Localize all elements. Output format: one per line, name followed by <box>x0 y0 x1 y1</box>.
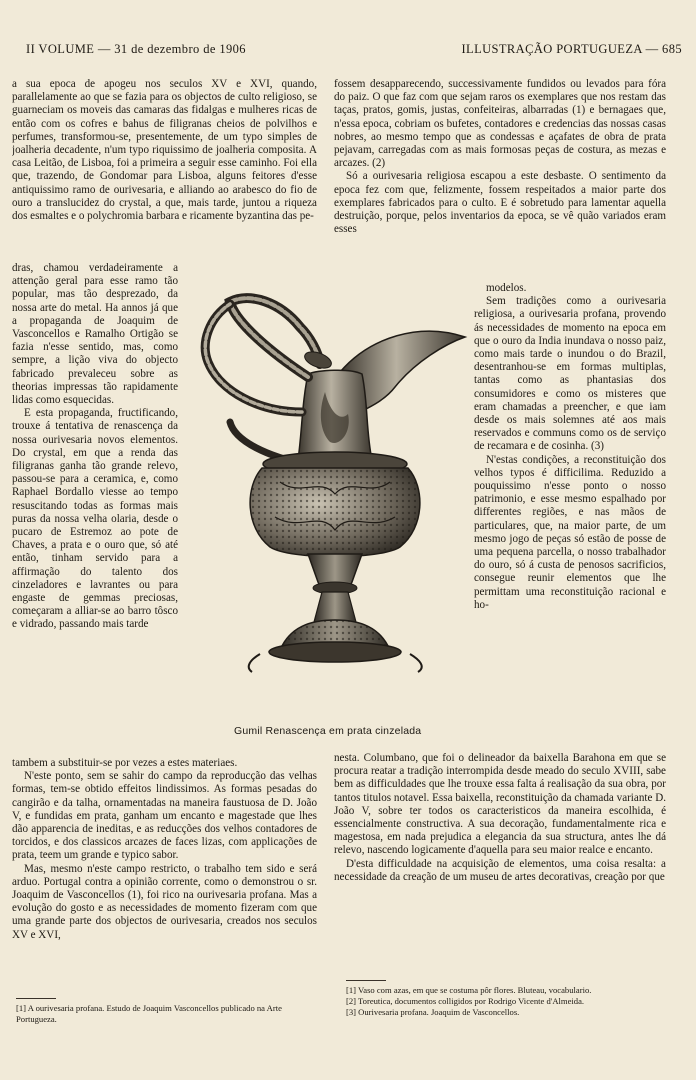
running-header-right: ILLUSTRAÇÃO PORTUGUEZA — 685 <box>461 42 682 56</box>
footnote-left <box>16 1003 316 1025</box>
left-column-wrap <box>12 262 178 757</box>
footnote: [1] Vaso com azas, em que se costuma pôr flores. Bluteau, vocabulario. <box>346 985 592 995</box>
ewer-illustration <box>190 282 470 692</box>
right-column-bottom <box>334 752 666 962</box>
right-column-top <box>334 78 666 282</box>
footnote: [1] A ourivesaria profana. Estudo de Joaquim Vasconcellos publicado na Arte Portugueza. <box>16 1003 282 1024</box>
paragraph: N'este ponto, sem se sahir do campo da reproducção das velhas formas, tem-se obtido effeitos lindissimos. As formas pesadas do cangirão e da talha, ornamentadas na maneira faustuosa de D. João V, e fundidas em prata, ganham um encanto e magestade que lhes dão apparencia de ineditas, e as reducções dos velhos contadores de torcidos, e dos classicos arcazes de faces lizas, com applicações de prata, teem um grande e typico sabor. <box>12 770 317 862</box>
running-header-left: II VOLUME — 31 de dezembro de 1906 <box>26 42 246 56</box>
footnote-rule <box>16 998 56 999</box>
figure-caption: Gumil Renascença em prata cinzelada <box>234 725 422 737</box>
right-column-wrap <box>474 282 666 752</box>
footnote: [2] Toreutica, documentos colligidos por Rodrigo Vicente d'Almeida. <box>346 995 585 1006</box>
paragraph: modelos. <box>486 282 527 294</box>
footnote-rule <box>346 980 386 981</box>
footnotes-right <box>346 985 666 1017</box>
ewer-engraving <box>190 282 470 692</box>
paragraph: Só a ourivesaria religiosa escapou a este desbaste. O sentimento da epoca fez com que, felizmente, fossem respeitados a maior parte dos exemplares fabricados para o culto. E é sobretudo para lamentar aquella destruição, porque, pelos inventarios da epoca, se vê quão variados eram esses <box>334 170 666 236</box>
footnote: [3] Ourivesaria profana. Joaquim de Vasconcellos. <box>346 1006 520 1017</box>
paragraph: tambem a substituir-se por vezes a estes materiaes. <box>12 757 238 769</box>
left-column-bottom <box>12 757 317 985</box>
left-column-top <box>12 78 317 261</box>
paragraph: nesta. Columbano, que foi o delineador da baixella Barahona em que se procura reatar a tradição interrompida desde meado do seculo XVIII, sabe bem as difficuldades que lhe trouxe essa falta á realisação da sua obra, por tantos titulos notavel. Essa baixella, reconstituição da chamada variante D. João V, sobre ter todos os caracteristicos da maneira escolhida, é essencialmente constructiva. A sua decoração, fundamentalmente rica e magestosa, em nada prejudica a elegancia da sua structura, antes lhe dá relevo, nascendo logicamente d'aquella para seu maior realce e encanto. <box>334 752 666 857</box>
paragraph: fossem desapparecendo, successivamente fundidos ou levados para fóra do paiz. O que faz com que sejam raros os exemplares que nos restam das taças, pratos, gomis, justas, confeiteiras, albarradas (1) e bernagaes que, n'essa epoca, cobriam os bufetes, contadores e credencias das nossas casas nobres, ao mesmo tempo que as condessas e açafates de obra de prata pejavam, carregadas com as mais formosas peças de costura, as mezas e arcazes. (2) <box>334 78 666 170</box>
paragraph: Sem tradições como a ourivesaria religiosa, a ourivesaria profana, provendo ás necessidades de momento na epoca em que o ouro da India inundava o nosso paiz, como mais tarde o inundou o do Brazil, desentranhou-se em formas multiplas, tantas como as phantasias dos consumidores e como os misteres que eram chamadas a preencher, e que iam desde os mais solemnes até aos mais reservados e communs como os de serviço de recamara e de cosinha. (3) <box>474 295 666 453</box>
paragraph: E esta propaganda, fructificando, trouxe á tentativa de renascença da nossa ourivesaria novos elementos. Do crystal, em que a renda das filigranas ganha tão grande relevo, passou-se para a ceramica, e, como Raphael Bordallo viesse ao tempo resuscitando todas as formas mais puras da nossa velha olaria, desde o pucaro de Estremoz ao pote de Chaves, a prata e o ouro que, só até então, tinham servido para a affirmação do talento dos cinzeladores e lavrantes ou para engaste de gemmas preciosas, começaram a alliar-se ao barro tôsco e vidrado, passando mais tarde <box>12 407 178 631</box>
paragraph: Mas, mesmo n'este campo restricto, o trabalho tem sido e será arduo. Portugal contra a opinião corrente, como o demonstrou o sr. Joaquim de Vasconcellos (1), foi rico na ourivesaria profana. Mas a evolução do gosto e as necessidades de momento fizeram com que uma grande parte dos objectos de ourivesaria, creados nos seculos XV e XVI, <box>12 862 317 941</box>
paragraph: dras, chamou verdadeiramente a attenção geral para esse ramo tão popular, mas tão desprezado, da nossa arte do metal. Ha annos já que a propaganda de Joaquim de Vasconcellos e Ramalho Ortigão se fazia n'esse sentido, mas, como sempre, a lição viva do objecto fabricado prevaleceu sobre as theorias impressas tão rapidamente lidas como esquecidas. <box>12 262 178 407</box>
paragraph: a sua epoca de apogeu nos seculos XV e XVI, quando, parallelamente ao que se fazia para os objectos de culto religioso, se guarneciam os moveis das camaras das fidalgas e mulheres ricas de então com os cofres e bahus de filigranas cheios de polvilhos e perfumes, transformou-se, presentemente, de um typo simples de joalheria decadente, n'um typo riquissimo de joalheria composita. A casa Leitão, de Lisboa, foi a primeira a seguir esse caminho. Foi ella que, trazendo, de Gondomar para Lisboa, alguns feitores d'esse antiquissimo ramo de ourivesaria, e alliando ao arabesco do fio de ouro a translucidez do crystal, a que, mais tarde, juntou a riqueza dos esmaltes e o polychromia barbara e ricamente byzantina das pe- <box>12 78 317 223</box>
paragraph: N'estas condições, a reconstituição dos velhos typos é difficilima. Reduzido a pouquissimo n'esse ponto o nosso patrimonio, e esse mesmo espalhado por differentes regiões, e nas mãos de particulares, que, na maior parte, de um mesmo jogo de peças só estão de posse de uma pequena parcella, o nosso trabalhador do ouro, só á custa de penosos sacrificios, consegue reunir elementos que lhe permittam uma reconstituição racional e ho- <box>474 453 666 611</box>
paragraph: D'esta difficuldade na acquisição de elementos, uma coisa resalta: a necessidade da creação de um museu de artes decorativas, creação por que <box>334 857 666 883</box>
